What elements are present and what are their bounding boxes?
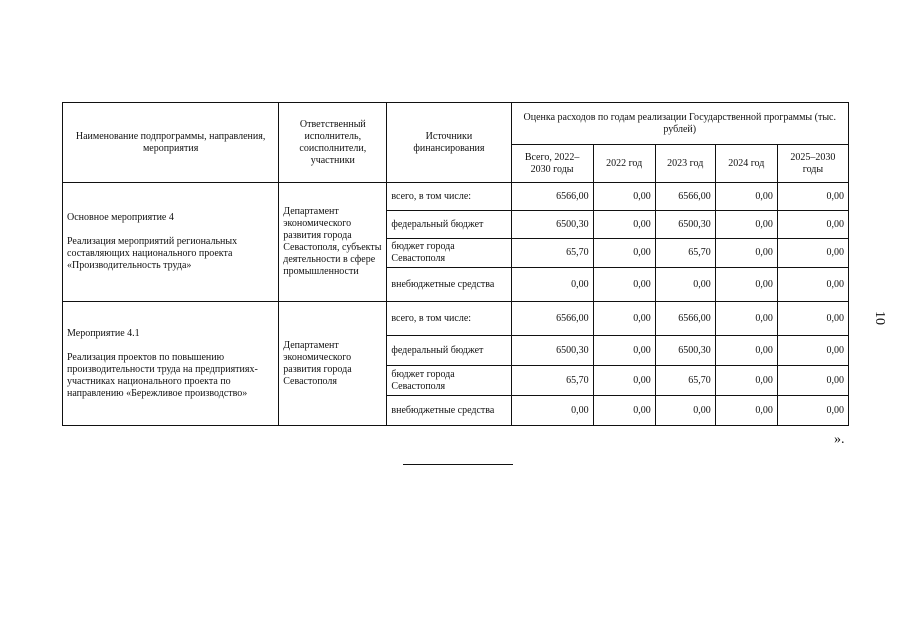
- activity-name-cell: [63, 183, 279, 302]
- table-row: [63, 302, 849, 336]
- executor-cell: Департамент экономического развития города Севастополя: [279, 302, 387, 426]
- amount-cell-2022: 0,00: [593, 211, 655, 239]
- funding-source-cell: внебюджетные средства: [387, 396, 511, 426]
- amount-cell-total: 6566,00: [511, 183, 593, 211]
- amount-cell-2023: 65,70: [655, 366, 715, 396]
- amount-cell-2024: 0,00: [715, 366, 777, 396]
- amount-cell-2022: 0,00: [593, 239, 655, 268]
- executor-cell: Департамент экономического развития города Севастополя, субъекты деятельности в сфере промышленности: [279, 183, 387, 302]
- amount-cell-2023: 6566,00: [655, 302, 715, 336]
- amount-cell-2025-2030: 0,00: [777, 239, 848, 268]
- amount-cell-2025-2030: 0,00: [777, 268, 848, 302]
- amount-cell-total: 0,00: [511, 396, 593, 426]
- budget-table: [62, 102, 849, 426]
- amount-cell-2024: 0,00: [715, 336, 777, 366]
- amount-cell-total: 6566,00: [511, 302, 593, 336]
- activity-description: Реализация проектов по повышению производительности труда на предприятиях-участниках национального проекта по направлению «Бережливое производство»: [67, 351, 258, 399]
- amount-cell-2023: 6500,30: [655, 336, 715, 366]
- amount-cell-2022: 0,00: [593, 302, 655, 336]
- amount-cell-2025-2030: 0,00: [777, 336, 848, 366]
- amount-cell-2025-2030: 0,00: [777, 396, 848, 426]
- amount-cell-total: 6500,30: [511, 211, 593, 239]
- funding-source-cell: всего, в том числе:: [387, 183, 511, 211]
- header-executor: Ответственный исполнитель, соисполнители, участники: [279, 103, 387, 183]
- amount-cell-2023: 6566,00: [655, 183, 715, 211]
- table-body: [63, 183, 849, 426]
- amount-cell-2025-2030: 0,00: [777, 211, 848, 239]
- amount-cell-2024: 0,00: [715, 211, 777, 239]
- header-total: Всего, 2022–2030 годы: [511, 145, 593, 183]
- amount-cell-2023: 65,70: [655, 239, 715, 268]
- funding-source-cell: всего, в том числе:: [387, 302, 511, 336]
- amount-cell-2023: 0,00: [655, 268, 715, 302]
- amount-cell-2025-2030: 0,00: [777, 302, 848, 336]
- funding-source-cell: федеральный бюджет: [387, 211, 511, 239]
- activity-name-cell: [63, 302, 279, 426]
- amount-cell-2025-2030: 0,00: [777, 366, 848, 396]
- funding-source-cell: внебюджетные средства: [387, 268, 511, 302]
- table-row: [63, 183, 849, 211]
- header-year-2024: 2024 год: [715, 145, 777, 183]
- funding-source-cell: бюджет города Севастополя: [387, 239, 511, 268]
- header-year-2022: 2022 год: [593, 145, 655, 183]
- header-year-2025-2030: 2025–2030 годы: [777, 145, 848, 183]
- amount-cell-2022: 0,00: [593, 268, 655, 302]
- activity-title: Мероприятие 4.1: [67, 327, 140, 339]
- amount-cell-total: 65,70: [511, 239, 593, 268]
- funding-source-cell: федеральный бюджет: [387, 336, 511, 366]
- amount-cell-2024: 0,00: [715, 302, 777, 336]
- amount-cell-2022: 0,00: [593, 336, 655, 366]
- footer-divider: [403, 464, 513, 465]
- page-number: 10: [872, 311, 887, 325]
- amount-cell-2024: 0,00: [715, 268, 777, 302]
- amount-cell-2023: 6500,30: [655, 211, 715, 239]
- header-row-top: [63, 103, 849, 145]
- amount-cell-total: 6500,30: [511, 336, 593, 366]
- amount-cell-2022: 0,00: [593, 396, 655, 426]
- amount-cell-total: 0,00: [511, 268, 593, 302]
- funding-source-cell: бюджет города Севастополя: [387, 366, 511, 396]
- activity-description: Реализация мероприятий региональных составляющих национального проекта «Производительность труда»: [67, 236, 238, 271]
- amount-cell-2022: 0,00: [593, 366, 655, 396]
- closing-quote: ».: [834, 432, 845, 447]
- amount-cell-2025-2030: 0,00: [777, 183, 848, 211]
- amount-cell-2023: 0,00: [655, 396, 715, 426]
- amount-cell-2024: 0,00: [715, 183, 777, 211]
- amount-cell-2024: 0,00: [715, 396, 777, 426]
- header-sources: Источники финансирования: [387, 103, 511, 183]
- header-estimate: Оценка расходов по годам реализации Государственной программы (тыс. рублей): [511, 103, 848, 145]
- header-name: Наименование подпрограммы, направления, мероприятия: [63, 103, 279, 183]
- activity-title: Основное мероприятие 4: [67, 212, 174, 223]
- amount-cell-total: 65,70: [511, 366, 593, 396]
- header-year-2023: 2023 год: [655, 145, 715, 183]
- amount-cell-2024: 0,00: [715, 239, 777, 268]
- amount-cell-2022: 0,00: [593, 183, 655, 211]
